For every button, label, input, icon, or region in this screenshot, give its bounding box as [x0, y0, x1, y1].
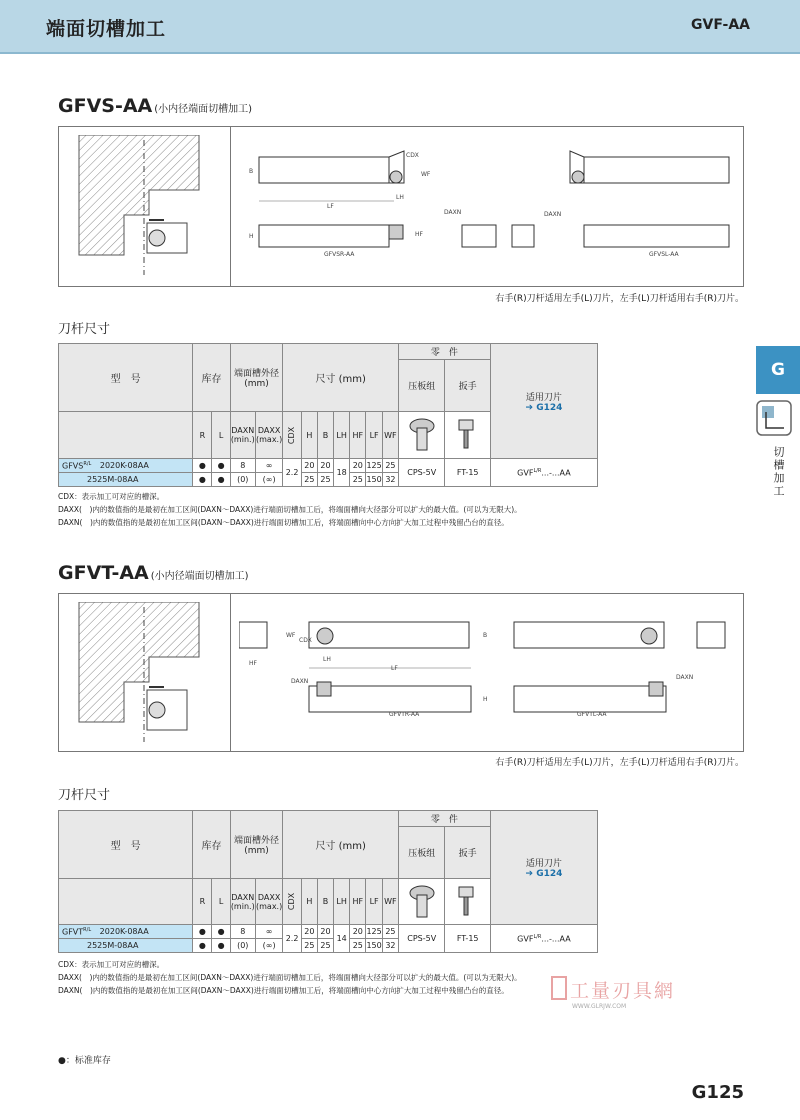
sub-h: H [301, 412, 317, 459]
sub-daxn: DAXN (min.) [230, 879, 255, 925]
dim-label: LF [327, 203, 334, 210]
cell-h: 20 [301, 459, 317, 473]
col-stock: 库存 [193, 344, 230, 412]
clamp-set-image [398, 412, 444, 459]
cell-lf: 125 [366, 925, 382, 939]
cell-clamp: CPS-5V [398, 925, 444, 953]
col-model: 型 号 [59, 811, 193, 879]
dim-label: DAXN [544, 211, 562, 218]
side-tab-text: 切槽加工 [772, 446, 785, 498]
table-heading: 刀杆尺寸 [58, 788, 111, 803]
cell-h: 25 [301, 473, 317, 487]
sub-wf: WF [382, 412, 398, 459]
table-row-model: 2525M-08AA [59, 939, 193, 953]
sub-l: L [212, 879, 230, 925]
side-tab-letter[interactable]: G [756, 346, 800, 394]
stock-r: ● [193, 925, 212, 939]
cell-daxn: 8 [230, 459, 255, 473]
cell-wrench: FT-15 [445, 459, 490, 487]
cell-wf: 32 [382, 939, 398, 953]
sub-h: H [301, 879, 317, 925]
sub-daxn: DAXN (min.) [230, 412, 255, 459]
section-title-gfvs: GFVS-AA (小内径端面切槽加工) [58, 95, 253, 117]
clamp-set-image [398, 879, 444, 925]
cell-hf: 20 [350, 925, 366, 939]
note: DAXN( )内的数值指的是最初在加工区间(DAXN～DAXX)进行端面切槽加工后，将端面槽向中心方向扩大加工过程中残留凸台的直径。 [58, 518, 509, 527]
sub-lf: LF [366, 412, 382, 459]
cell-lf: 150 [366, 473, 382, 487]
cell-clamp: CPS-5V [398, 459, 444, 487]
table-notes [58, 490, 522, 529]
dim-label: LH [396, 194, 404, 201]
cell-daxx: (∞) [255, 473, 282, 487]
note: CDX：表示加工可对应的槽深。 [58, 960, 165, 969]
sub-l: L [212, 412, 230, 459]
cell-wf: 25 [382, 925, 398, 939]
dim-label: CDX [406, 152, 419, 159]
sub-lf: LF [366, 879, 382, 925]
dim-label: HF [415, 231, 423, 238]
note: DAXX( )内的数值指的是最初在加工区间(DAXN～DAXX)进行端面切槽加工后，将端面槽向大径部分可以扩大的最大值。(可以为无限大)。 [58, 505, 522, 514]
stock-r: ● [193, 939, 212, 953]
grooving-category-icon [756, 400, 792, 436]
watermark-logo: 工量刃具網 WWW.GLRJW.COM [550, 973, 680, 1017]
wrench-image [445, 412, 490, 459]
stock-l: ● [212, 459, 230, 473]
cell-hf: 25 [350, 473, 366, 487]
cell-daxx: (∞) [255, 939, 282, 953]
sub-lh: LH [334, 412, 350, 459]
machining-diagram [69, 135, 219, 280]
cell-lf: 150 [366, 939, 382, 953]
table-row-model: $GFVT^{R/L}$ 2020K-08AA [59, 925, 193, 939]
hand-note: 右手(R)刀杆适用左手(L)刀片，左手(L)刀杆适用右手(R)刀片。 [495, 294, 744, 304]
insert-page-link[interactable]: ➔ G124 [525, 402, 563, 413]
dim-label: DAXN [676, 674, 694, 681]
cell-wf: 32 [382, 473, 398, 487]
dim-label: LH [323, 656, 331, 663]
cell-insert: $GVF^{L/R}...-...AA$ [490, 459, 597, 487]
sub-wf: WF [382, 879, 398, 925]
fig-label-right-hand: GFVSR-AA [324, 251, 355, 258]
cell-daxn: 8 [230, 925, 255, 939]
stock-l: ● [212, 925, 230, 939]
machining-diagram [69, 602, 219, 747]
cell-b: 25 [317, 939, 333, 953]
col-wrench: 扳手 [445, 827, 490, 879]
sub-r: R [193, 412, 212, 459]
cell-h: 25 [301, 939, 317, 953]
col-dimensions: 尺寸 (mm) [283, 811, 399, 879]
dim-label: B [249, 168, 254, 175]
col-diameter: 端面槽外径 (mm) [230, 344, 283, 412]
dim-label: LF [391, 665, 398, 672]
fig-label-right-hand: GFVTR-AA [389, 711, 420, 718]
cell-insert: $GVF^{L/R}...-...AA$ [490, 925, 597, 953]
page-title: 端面切槽加工 [46, 18, 167, 40]
col-diameter: 端面槽外径 (mm) [230, 811, 283, 879]
figure-box-gfvs [58, 126, 744, 287]
sub-cdx: CDX [283, 879, 301, 925]
note: CDX：表示加工可对应的槽深。 [58, 492, 165, 501]
sub-r: R [193, 879, 212, 925]
stock-r: ● [193, 473, 212, 487]
dim-label: DAXN [291, 678, 309, 685]
sub-daxx: DAXX (max.) [255, 879, 282, 925]
sub-b: B [317, 879, 333, 925]
cell-h: 20 [301, 925, 317, 939]
sub-hf: HF [350, 412, 366, 459]
fig-label-left-hand: GFVSL-AA [649, 251, 679, 258]
dim-label: WF [286, 632, 296, 639]
holder-diagram [239, 604, 739, 734]
sub-cdx: CDX [283, 412, 301, 459]
col-clamp: 压板组 [398, 827, 444, 879]
dim-label: WF [421, 171, 431, 178]
col-insert: 适用刀片 ➔ G124 [490, 811, 597, 925]
dim-label: B [483, 632, 488, 639]
cell-daxn: (0) [230, 473, 255, 487]
cell-b: 20 [317, 925, 333, 939]
section-title-gfvt: GFVT-AA (小内径端面切槽加工) [58, 562, 249, 584]
col-clamp: 压板组 [398, 360, 444, 412]
cell-b: 20 [317, 459, 333, 473]
col-insert: 适用刀片 ➔ G124 [490, 344, 597, 459]
col-model: 型 号 [59, 344, 193, 412]
dim-label: H [483, 696, 488, 703]
wrench-image [445, 879, 490, 925]
col-stock: 库存 [193, 811, 230, 879]
cell-hf: 25 [350, 939, 366, 953]
spec-table-gfvt [58, 810, 598, 953]
cell-b: 25 [317, 473, 333, 487]
figure-box-gfvt [58, 593, 744, 752]
dim-label: HF [249, 660, 257, 667]
dim-label: DAXN [444, 209, 462, 216]
cell-daxx: ∞ [255, 459, 282, 473]
sub-hf: HF [350, 879, 366, 925]
page-code: GVF-AA [691, 17, 750, 33]
stock-l: ● [212, 473, 230, 487]
col-dimensions: 尺寸 (mm) [283, 344, 399, 412]
table-heading: 刀杆尺寸 [58, 322, 111, 337]
note: DAXX( )内的数值指的是最初在加工区间(DAXN～DAXX)进行端面切槽加工后，将端面槽向大径部分可以扩大的最大值。(可以为无限大)。 [58, 973, 522, 982]
spec-table-gfvs [58, 343, 598, 487]
table-notes [58, 958, 522, 997]
insert-page-link[interactable]: ➔ G124 [525, 869, 563, 879]
cell-cdx: 2.2 [283, 925, 301, 953]
hand-note: 右手(R)刀杆适用左手(L)刀片，左手(L)刀杆适用右手(R)刀片。 [495, 758, 744, 768]
col-parts: 零 件 [398, 811, 490, 827]
sub-b: B [317, 412, 333, 459]
col-wrench: 扳手 [445, 360, 490, 412]
stock-legend: ●：标准库存 [58, 1056, 111, 1066]
table-row-model: 2525M-08AA [59, 473, 193, 487]
table-row-model: $GFVS^{R/L}$ 2020K-08AA [59, 459, 193, 473]
cell-lh: 18 [334, 459, 350, 487]
col-parts: 零 件 [398, 344, 490, 360]
note: DAXN( )内的数值指的是最初在加工区间(DAXN～DAXX)进行端面切槽加工后，将端面槽向中心方向扩大加工过程中残留凸台的直径。 [58, 986, 509, 995]
cell-lf: 125 [366, 459, 382, 473]
page-number: G125 [691, 1082, 744, 1103]
sub-lh: LH [334, 879, 350, 925]
cell-lh: 14 [334, 925, 350, 953]
dim-label: CDX [299, 637, 312, 644]
cell-wrench: FT-15 [445, 925, 490, 953]
dim-label: H [249, 233, 254, 240]
sub-daxx: DAXX (max.) [255, 412, 282, 459]
fig-label-left-hand: GFVTL-AA [577, 711, 607, 718]
cell-daxn: (0) [230, 939, 255, 953]
cell-cdx: 2.2 [283, 459, 301, 487]
stock-l: ● [212, 939, 230, 953]
cell-wf: 25 [382, 459, 398, 473]
page-header [0, 0, 800, 54]
cell-daxx: ∞ [255, 925, 282, 939]
stock-r: ● [193, 459, 212, 473]
cell-hf: 20 [350, 459, 366, 473]
